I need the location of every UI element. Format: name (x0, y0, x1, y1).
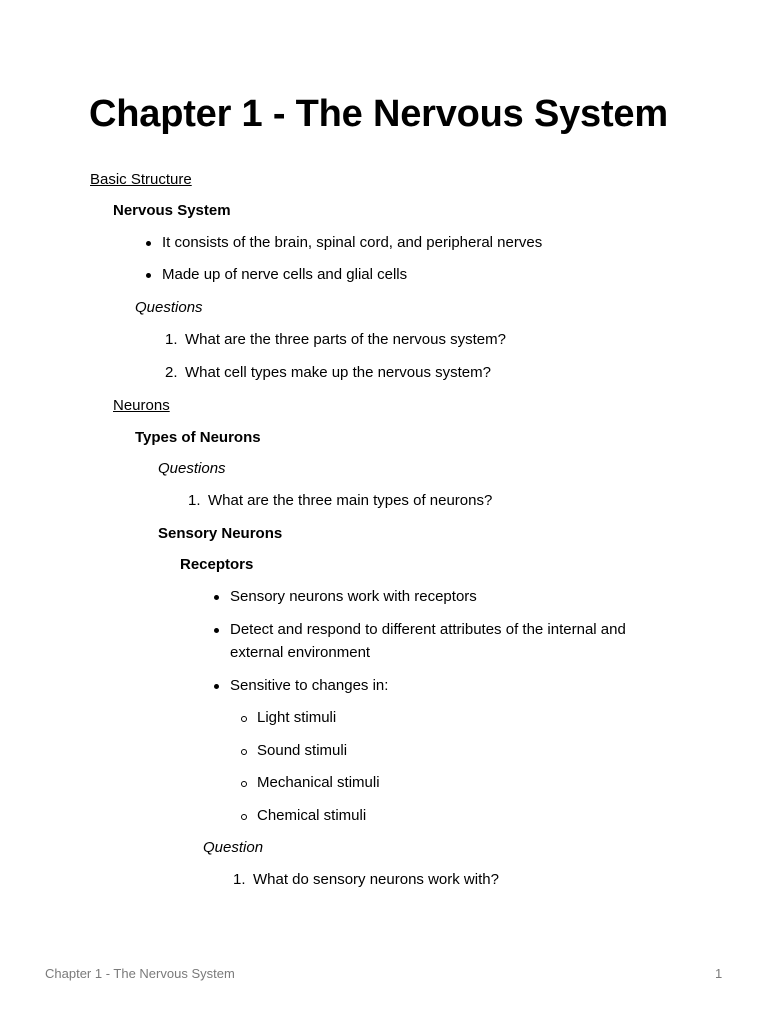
sub-list-item: Mechanical stimuli (257, 774, 380, 791)
bullet-icon (146, 273, 151, 278)
bullet-icon (146, 241, 151, 246)
section-heading-neurons: Neurons (113, 397, 170, 414)
circle-bullet-icon (241, 749, 247, 755)
question-item: What are the three main types of neurons? (208, 492, 493, 509)
question-label: Question (203, 839, 264, 856)
list-number: 1. (188, 492, 201, 509)
circle-bullet-icon (241, 781, 247, 787)
questions-label: Questions (158, 460, 226, 477)
sub-list-item: Light stimuli (257, 709, 337, 726)
subheading-nervous-system: Nervous System (113, 202, 231, 219)
bullet-icon (214, 684, 219, 689)
list-number: 2. (165, 364, 178, 381)
subheading-sensory-neurons: Sensory Neurons (158, 525, 283, 542)
section-heading-basic-structure: Basic Structure (90, 171, 192, 188)
subheading-types-of-neurons: Types of Neurons (135, 429, 261, 446)
subheading-receptors: Receptors (180, 556, 254, 573)
question-item: What cell types make up the nervous system? (185, 364, 491, 381)
list-item: It consists of the brain, spinal cord, and peripheral nerves (162, 234, 543, 251)
bullet-icon (214, 628, 219, 633)
list-item: Sensory neurons work with receptors (230, 588, 477, 605)
question-item: What are the three parts of the nervous system? (185, 331, 506, 348)
bullet-icon (214, 595, 219, 600)
sub-list-item: Sound stimuli (257, 742, 348, 759)
footer-title: Chapter 1 - The Nervous System (45, 966, 235, 981)
list-number: 1. (233, 871, 246, 888)
list-item: Detect and respond to different attributes of the internal and external environment (230, 621, 626, 661)
questions-label: Questions (135, 299, 203, 316)
page-title: Chapter 1 - The Nervous System (89, 93, 668, 135)
circle-bullet-icon (241, 814, 247, 820)
list-number: 1. (165, 331, 178, 348)
sub-list-item: Chemical stimuli (257, 807, 367, 824)
question-item: What do sensory neurons work with? (253, 871, 499, 888)
list-item: Made up of nerve cells and glial cells (162, 266, 408, 283)
list-item: Sensitive to changes in: (230, 677, 389, 694)
footer-page-number: 1 (715, 966, 723, 981)
circle-bullet-icon (241, 716, 247, 722)
